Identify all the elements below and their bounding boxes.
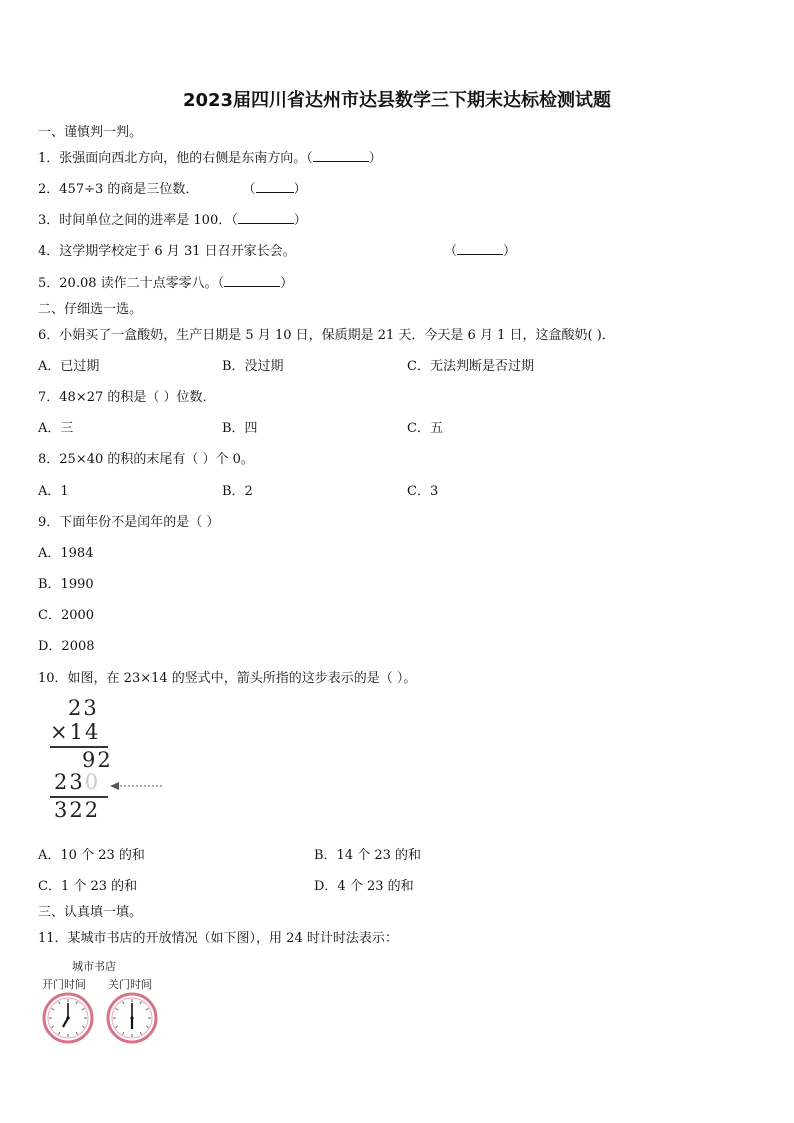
calc-partial-2 — [54, 770, 100, 794]
question-4 — [38, 240, 598, 259]
question-2-text: 2．457÷3 的商是三位数． — [38, 182, 199, 197]
question-2-close: ） — [293, 182, 307, 197]
question-5 — [38, 272, 293, 291]
question-6-option-b[interactable]: B．没过期 — [222, 359, 284, 374]
question-10-option-a[interactable]: A．10 个 23 的和 — [38, 848, 145, 863]
question-8-option-b[interactable]: B．2 — [222, 484, 253, 499]
question-5-close: ） — [280, 276, 294, 291]
bookstore-hours-figure — [38, 958, 168, 1048]
question-7-text: 7．48×27 的积是（ ）位数． — [38, 390, 216, 405]
close-time-label: 关门时间 — [108, 978, 152, 991]
question-6-text: 6．小娟买了一盒酸奶，生产日期是 5 月 10 日，保质期是 21 天．今天是 6 月 1 日，这盒酸奶( )． — [38, 328, 615, 343]
question-7-option-b[interactable]: B．四 — [222, 421, 258, 436]
calc-product: 322 — [54, 798, 101, 822]
calc-multiplier: ×14 — [50, 720, 101, 744]
answer-blank-2[interactable] — [256, 180, 294, 193]
question-3-close: ） — [293, 213, 307, 228]
question-3 — [38, 209, 307, 228]
dotted-left-arrow-icon — [110, 781, 162, 791]
question-1-text: 1．张强面向西北方向，他的右侧是东南方向。（ — [38, 151, 313, 166]
calc-partial-1: 92 — [82, 748, 113, 772]
question-8-text: 8．25×40 的积的末尾有（ ）个 0。 — [38, 452, 254, 467]
open-time-clock-icon — [42, 992, 94, 1044]
question-8-option-c[interactable]: C．3 — [407, 484, 439, 499]
question-1-close: ） — [368, 151, 382, 166]
calc-partial-2-digits: 23 — [54, 770, 85, 794]
question-2 — [38, 178, 307, 197]
question-3-text: 3．时间单位之间的进率是 100．（ — [38, 213, 238, 228]
question-9-option-b[interactable]: B．1990 — [38, 577, 94, 592]
question-10-option-d[interactable]: D．4 个 23 的和 — [314, 879, 414, 894]
calc-multiplicand: 23 — [68, 696, 99, 720]
answer-blank-4[interactable] — [457, 242, 503, 255]
calc-partial-2-faded-zero: 0 — [84, 770, 101, 794]
question-1 — [38, 147, 382, 166]
question-6-option-a[interactable]: A．已过期 — [38, 359, 100, 374]
question-9-option-c[interactable]: C．2000 — [38, 608, 95, 623]
vertical-multiplication-figure — [46, 696, 166, 826]
section-heading-3: 三、认真填一填。 — [38, 905, 143, 920]
question-7-option-a[interactable]: A．三 — [38, 421, 74, 436]
question-9-option-a[interactable]: A．1984 — [38, 546, 94, 561]
section-heading-2: 二、仔细选一选。 — [38, 302, 143, 317]
question-10-option-b[interactable]: B．14 个 23 的和 — [314, 848, 422, 863]
close-time-clock-icon — [106, 992, 158, 1044]
question-4-text: 4．这学期学校定于 6 月 31 日召开家长会。 — [38, 244, 296, 259]
answer-blank-3[interactable] — [238, 211, 294, 224]
question-10-option-c[interactable]: C．1 个 23 的和 — [38, 879, 138, 894]
bookstore-name: 城市书店 — [72, 960, 116, 973]
open-time-label: 开门时间 — [42, 978, 86, 991]
question-6-option-c[interactable]: C．无法判断是否过期 — [407, 359, 534, 374]
question-8-option-a[interactable]: A．1 — [38, 484, 69, 499]
question-10-text: 10．如图，在 23×14 的竖式中，箭头所指的这步表示的是（ ）。 — [38, 671, 417, 686]
answer-blank-5[interactable] — [224, 274, 280, 287]
question-7-option-c[interactable]: C．五 — [407, 421, 443, 436]
question-2-open: （ — [242, 182, 256, 197]
question-4-open: （ — [444, 244, 458, 259]
question-11-text: 11．某城市书店的开放情况（如下图），用 24 时计时法表示： — [38, 931, 398, 946]
question-4-close: ） — [503, 244, 517, 259]
section-heading-1: 一、谨慎判一判。 — [38, 125, 143, 140]
answer-blank-1[interactable] — [313, 149, 369, 162]
question-4-answer — [444, 240, 516, 259]
page-title: 2023届四川省达州市达县数学三下期末达标检测试题 — [182, 90, 612, 111]
question-9-text: 9．下面年份不是闰年的是（ ） — [38, 515, 220, 530]
question-5-text: 5．20.08 读作二十点零零八。（ — [38, 276, 225, 291]
question-9-option-d[interactable]: D．2008 — [38, 639, 95, 654]
